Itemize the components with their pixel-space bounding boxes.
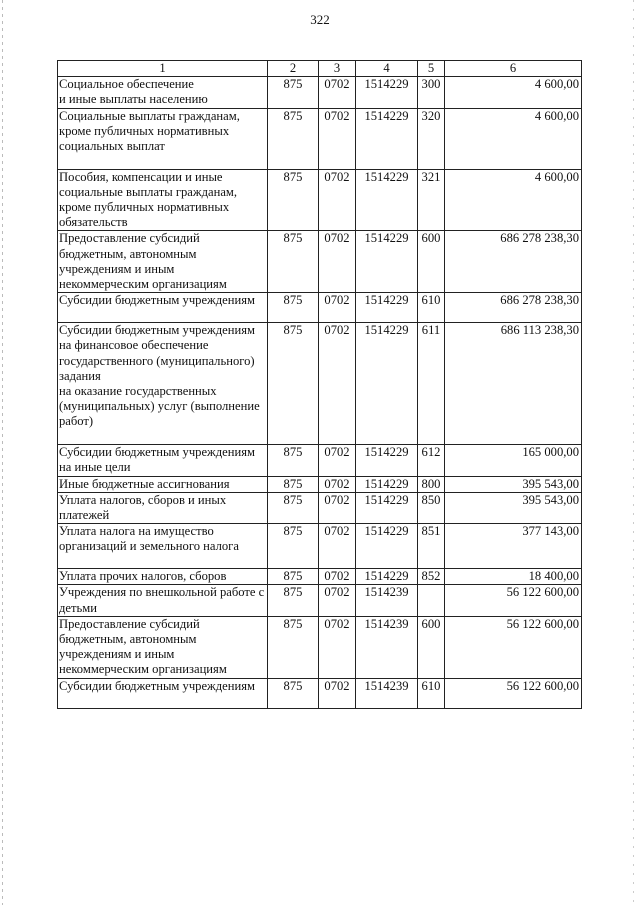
cell-col5: 612 bbox=[418, 445, 445, 476]
table-row bbox=[58, 524, 582, 569]
cell-amount: 4 600,00 bbox=[445, 108, 582, 169]
cell-col4: 1514239 bbox=[356, 616, 418, 678]
row-name: Субсидии бюджетным учреждениям на иные цели bbox=[58, 445, 268, 476]
cell-col3: 0702 bbox=[319, 569, 356, 585]
table-row bbox=[58, 169, 582, 231]
column-header-5: 5 bbox=[418, 61, 445, 77]
column-header-2: 2 bbox=[268, 61, 319, 77]
cell-col4: 1514229 bbox=[356, 77, 418, 108]
cell-amount: 686 278 238,30 bbox=[445, 293, 582, 323]
cell-col3: 0702 bbox=[319, 293, 356, 323]
table-row bbox=[58, 77, 582, 108]
scan-edge-left bbox=[2, 0, 3, 905]
cell-col5: 850 bbox=[418, 492, 445, 523]
cell-col4: 1514229 bbox=[356, 569, 418, 585]
cell-amount: 395 543,00 bbox=[445, 492, 582, 523]
cell-amount: 395 543,00 bbox=[445, 476, 582, 492]
cell-col3: 0702 bbox=[319, 616, 356, 678]
cell-col4: 1514229 bbox=[356, 445, 418, 476]
budget-table bbox=[57, 60, 582, 709]
table-row bbox=[58, 616, 582, 678]
cell-col3: 0702 bbox=[319, 77, 356, 108]
cell-col5: 610 bbox=[418, 678, 445, 708]
cell-col2: 875 bbox=[268, 476, 319, 492]
cell-col3: 0702 bbox=[319, 585, 356, 616]
cell-amount: 56 122 600,00 bbox=[445, 585, 582, 616]
cell-amount: 4 600,00 bbox=[445, 169, 582, 231]
cell-col3: 0702 bbox=[319, 323, 356, 445]
cell-col2: 875 bbox=[268, 524, 319, 569]
row-name: Предоставление субсидий бюджетным, автономным учреждениям и иным некоммерческим организациям bbox=[58, 616, 268, 678]
cell-col5: 610 bbox=[418, 293, 445, 323]
cell-col3: 0702 bbox=[319, 445, 356, 476]
cell-col2: 875 bbox=[268, 231, 319, 293]
cell-col4: 1514229 bbox=[356, 323, 418, 445]
table-header bbox=[58, 61, 582, 77]
cell-col5: 600 bbox=[418, 231, 445, 293]
row-name: Субсидии бюджетным учреждениям на финансовое обеспечение государственного (муниципального) задания на оказание государственных (муниципальных) услуг (выполнение работ) bbox=[58, 323, 268, 445]
cell-col4: 1514229 bbox=[356, 108, 418, 169]
row-name: Пособия, компенсации и иные социальные выплаты гражданам, кроме публичных нормативных обязательств bbox=[58, 169, 268, 231]
cell-col5: 600 bbox=[418, 616, 445, 678]
cell-col4: 1514229 bbox=[356, 524, 418, 569]
cell-col2: 875 bbox=[268, 108, 319, 169]
cell-col3: 0702 bbox=[319, 108, 356, 169]
row-name: Уплата прочих налогов, сборов bbox=[58, 569, 268, 585]
cell-col5: 321 bbox=[418, 169, 445, 231]
cell-col2: 875 bbox=[268, 169, 319, 231]
table-body bbox=[58, 77, 582, 708]
table-row bbox=[58, 476, 582, 492]
cell-col3: 0702 bbox=[319, 678, 356, 708]
cell-col3: 0702 bbox=[319, 169, 356, 231]
row-name: Учреждения по внешкольной работе с детьми bbox=[58, 585, 268, 616]
cell-col5: 851 bbox=[418, 524, 445, 569]
column-header-3: 3 bbox=[319, 61, 356, 77]
page-number: 322 bbox=[310, 12, 330, 27]
cell-col4: 1514239 bbox=[356, 585, 418, 616]
table-row bbox=[58, 293, 582, 323]
cell-col2: 875 bbox=[268, 323, 319, 445]
column-header-4: 4 bbox=[356, 61, 418, 77]
cell-col5: 852 bbox=[418, 569, 445, 585]
row-name: Предоставление субсидий бюджетным, автономным учреждениям и иным некоммерческим организациям bbox=[58, 231, 268, 293]
cell-col5: 611 bbox=[418, 323, 445, 445]
table-row bbox=[58, 569, 582, 585]
cell-amount: 56 122 600,00 bbox=[445, 678, 582, 708]
cell-col2: 875 bbox=[268, 293, 319, 323]
row-name: Субсидии бюджетным учреждениям bbox=[58, 678, 268, 708]
cell-col3: 0702 bbox=[319, 524, 356, 569]
cell-col2: 875 bbox=[268, 569, 319, 585]
cell-col4: 1514239 bbox=[356, 678, 418, 708]
cell-col4: 1514229 bbox=[356, 231, 418, 293]
row-name: Уплата налога на имущество организаций и земельного налога bbox=[58, 524, 268, 569]
cell-amount: 56 122 600,00 bbox=[445, 616, 582, 678]
cell-col5 bbox=[418, 585, 445, 616]
row-name: Иные бюджетные ассигнования bbox=[58, 476, 268, 492]
column-header-6: 6 bbox=[445, 61, 582, 77]
cell-col2: 875 bbox=[268, 678, 319, 708]
table-row bbox=[58, 323, 582, 445]
cell-amount: 686 113 238,30 bbox=[445, 323, 582, 445]
scan-edge-right bbox=[633, 0, 634, 905]
column-header-1: 1 bbox=[58, 61, 268, 77]
table-row bbox=[58, 492, 582, 523]
cell-col4: 1514229 bbox=[356, 293, 418, 323]
cell-col4: 1514229 bbox=[356, 169, 418, 231]
cell-col5: 320 bbox=[418, 108, 445, 169]
cell-col4: 1514229 bbox=[356, 476, 418, 492]
cell-col2: 875 bbox=[268, 77, 319, 108]
cell-amount: 4 600,00 bbox=[445, 77, 582, 108]
table-row bbox=[58, 231, 582, 293]
cell-col2: 875 bbox=[268, 492, 319, 523]
row-name: Уплата налогов, сборов и иных платежей bbox=[58, 492, 268, 523]
row-name: Социальное обеспечение и иные выплаты населению bbox=[58, 77, 268, 108]
cell-amount: 18 400,00 bbox=[445, 569, 582, 585]
table-row bbox=[58, 678, 582, 708]
header-row bbox=[58, 61, 582, 77]
table-row bbox=[58, 445, 582, 476]
cell-amount: 686 278 238,30 bbox=[445, 231, 582, 293]
row-name: Субсидии бюджетным учреждениям bbox=[58, 293, 268, 323]
cell-col5: 800 bbox=[418, 476, 445, 492]
cell-col3: 0702 bbox=[319, 231, 356, 293]
cell-col2: 875 bbox=[268, 585, 319, 616]
table-row bbox=[58, 108, 582, 169]
cell-amount: 165 000,00 bbox=[445, 445, 582, 476]
cell-col3: 0702 bbox=[319, 492, 356, 523]
cell-col2: 875 bbox=[268, 445, 319, 476]
cell-col3: 0702 bbox=[319, 476, 356, 492]
cell-col4: 1514229 bbox=[356, 492, 418, 523]
table-row bbox=[58, 585, 582, 616]
cell-col2: 875 bbox=[268, 616, 319, 678]
cell-col5: 300 bbox=[418, 77, 445, 108]
row-name: Социальные выплаты гражданам, кроме публичных нормативных социальных выплат bbox=[58, 108, 268, 169]
cell-amount: 377 143,00 bbox=[445, 524, 582, 569]
